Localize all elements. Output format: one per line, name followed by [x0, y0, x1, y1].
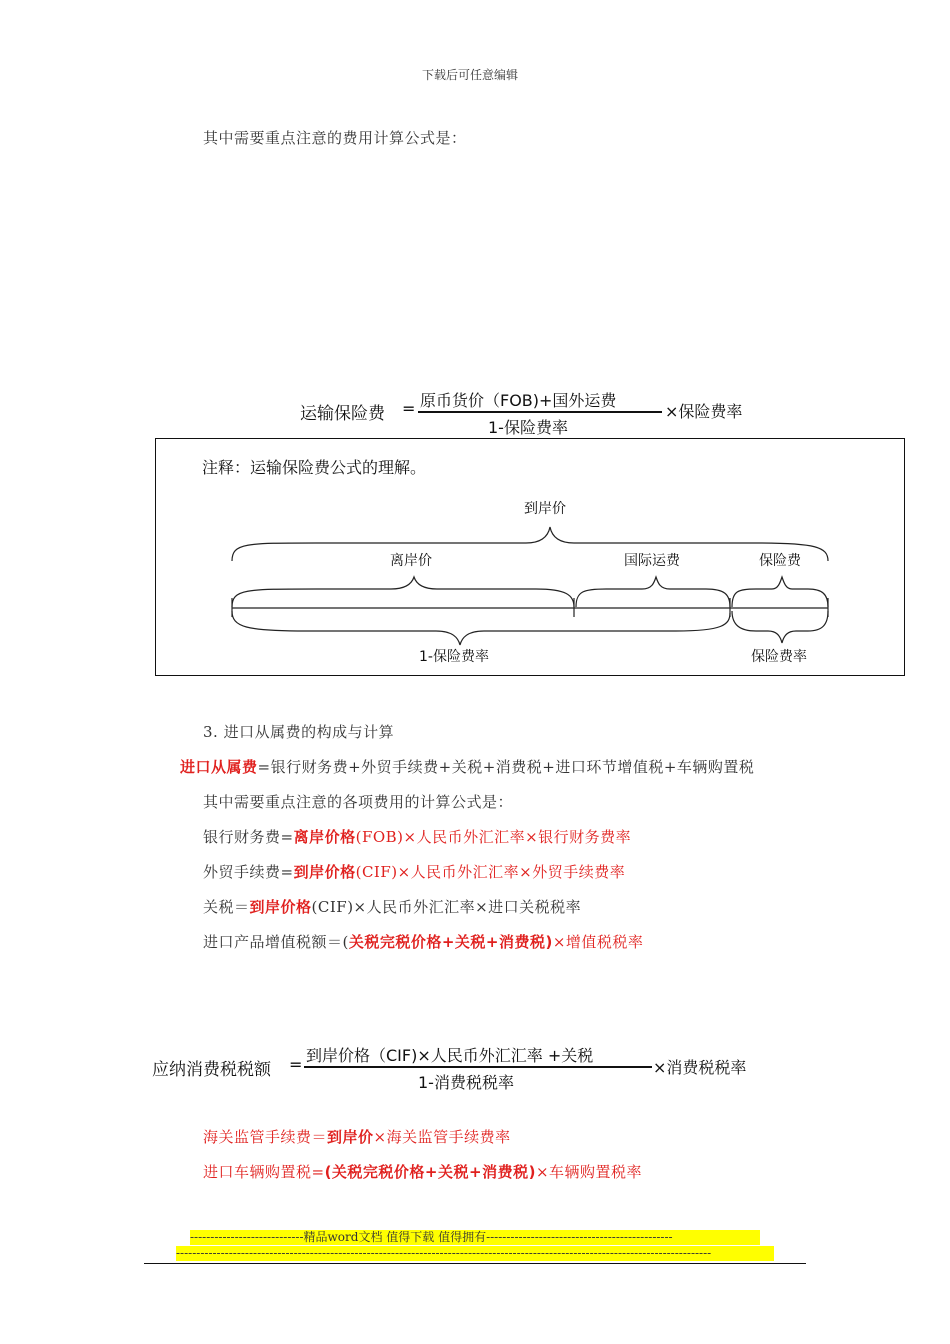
formula-denominator: 1-保险费率 — [488, 418, 568, 437]
definition-term: 进口从属费 — [180, 758, 258, 776]
tariff-line — [203, 896, 581, 917]
bank-fee-line — [203, 826, 631, 847]
label-cif: 到岸价 — [524, 501, 566, 517]
trade-fee-label: 外贸手续费= — [203, 863, 294, 881]
formula-numerator: 原币货价（FOB)+国外运费 — [420, 391, 617, 410]
trade-fee-cif: 到岸价格 — [293, 863, 356, 881]
label-fob: 离岸价 — [390, 553, 432, 569]
bank-fee-label: 银行财务费= — [203, 828, 294, 846]
vat-base: 关税完税价格+关税+消费税) — [348, 933, 553, 951]
customs-fee-line — [203, 1126, 511, 1147]
customs-fee-cif: 到岸价 — [327, 1128, 374, 1146]
footer-line-1: ----------------------------精品word文档 值得下载 值得拥有---------------------------------------------- — [190, 1230, 760, 1245]
insurance-diagram-box — [155, 438, 905, 676]
tariff-cif: 到岸价格 — [249, 898, 312, 916]
section-heading: 3. 进口从属费的构成与计算 — [203, 723, 395, 741]
tariff-rest: (CIF)×人民币外汇汇率×进口关税税率 — [311, 898, 582, 916]
fraction-bar-2 — [304, 1066, 652, 1068]
formula-times: ×保险费率 — [665, 402, 743, 421]
formula2-numerator: 到岸价格（CIF)×人民币外汇汇率 +关税 — [306, 1046, 594, 1065]
label-freight: 国际运费 — [624, 553, 680, 569]
brace-diagram — [156, 439, 906, 677]
intro2-text: 其中需要重点注意的各项费用的计算公式是： — [203, 793, 514, 811]
fraction-bar — [418, 411, 662, 413]
customs-fee-rest: ×海关监管手续费率 — [373, 1128, 511, 1146]
definition-rest: =银行财务费+外贸手续费+关税+消费税+进口环节增值税+车辆购置税 — [257, 758, 755, 776]
formula2-lhs: 应纳消费税税额 — [152, 1060, 271, 1080]
vehicle-tax-label: 进口车辆购置税= — [203, 1163, 325, 1181]
vehicle-tax-base: (关税完税价格+关税+消费税) — [324, 1163, 536, 1181]
tariff-label: 关税＝ — [203, 898, 250, 916]
formula-lhs: 运输保险费 — [300, 404, 385, 424]
formula-equals: = — [402, 399, 416, 418]
label-one-minus-rate: 1-保险费率 — [419, 649, 489, 665]
trade-fee-line — [203, 861, 625, 882]
intro-text: 其中需要重点注意的费用计算公式是： — [203, 129, 467, 147]
vat-label: 进口产品增值税额＝( — [203, 933, 349, 951]
diagram-title: 注释：运输保险费公式的理解。 — [202, 458, 427, 477]
label-insurance: 保险费 — [759, 553, 801, 569]
vat-line — [203, 931, 643, 952]
vat-rest: ×增值税税率 — [552, 933, 644, 951]
definition-line — [180, 756, 754, 777]
footer-line-2: ------------------------------------------------------------------------------------------------------------------------------------ — [176, 1246, 774, 1261]
vehicle-tax-line — [203, 1161, 642, 1182]
formula2-denominator: 1-消费税税率 — [418, 1073, 514, 1092]
vehicle-tax-rest: ×车辆购置税率 — [535, 1163, 643, 1181]
formula2-equals: = — [289, 1055, 303, 1074]
formula2-times: ×消费税税率 — [653, 1058, 747, 1077]
bank-fee-rest: (FOB)×人民币外汇汇率×银行财务费率 — [355, 828, 632, 846]
trade-fee-rest: (CIF)×人民币外汇汇率×外贸手续费率 — [355, 863, 626, 881]
bank-fee-fob: 离岸价格 — [293, 828, 356, 846]
page-header: 下载后可任意编辑 — [422, 68, 519, 82]
customs-fee-label: 海关监管手续费＝ — [203, 1128, 328, 1146]
label-rate: 保险费率 — [751, 649, 807, 665]
footer-rule — [144, 1263, 806, 1264]
